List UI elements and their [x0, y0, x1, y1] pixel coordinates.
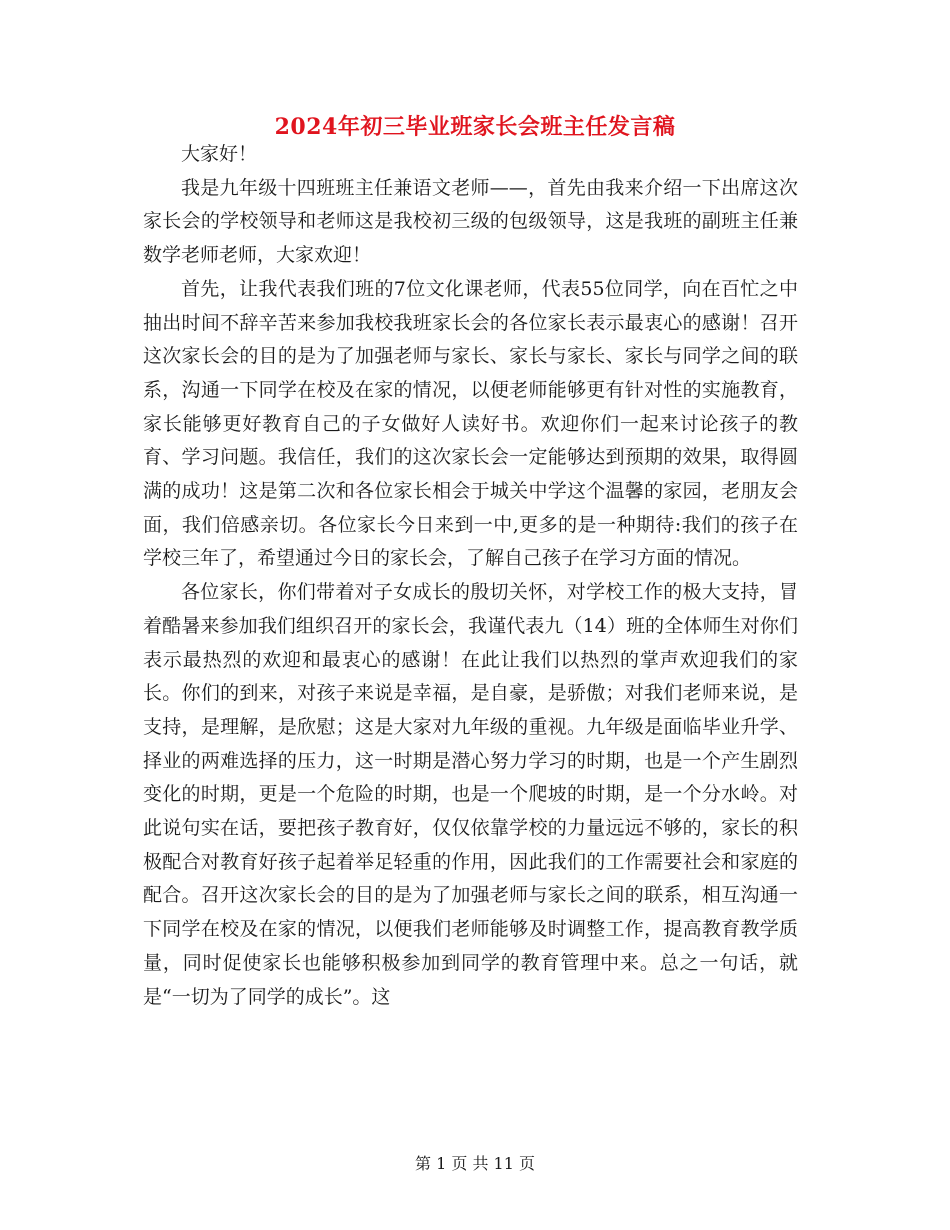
document-body [143, 138, 798, 1014]
page-footer: 第 1 页 共 11 页 [415, 1154, 535, 1173]
paragraph-3: 各位家长，你们带着对子女成长的殷切关怀，对学校工作的极大支持，冒着酷暑来参加我们组织召开的家长会，我谨代表九（14）班的全体师生对你们表示最热烈的欢迎和最衷心的感谢！在此让我们以热烈的掌声欢迎我们的家长。你们的到来，对孩子来说是幸福，是自豪，是骄傲；对我们老师来说，是支持，是理解，是欣慰；这是大家对九年级的重视。九年级是面临毕业升学、择业的两难选择的压力，这一时期是潜心努力学习的时期，也是一个产生剧烈变化的时期，更是一个危险的时期，也是一个爬坡的时期，是一个分水岭。对此说句实在话，要把孩子教育好，仅仅依靠学校的力量远远不够的，家长的积极配合对教育好孩子起着举足轻重的作用，因此我们的工作需要社会和家庭的配合。召开这次家长会的目的是为了加强老师与家长之间的联系，相互沟通一下同学在校及在家的情况，以便我们老师能够及时调整工作，提高教育教学质量，同时促使家长也能够积极参加到同学的教育管理中来。总之一句话，就是“一切为了同学的成长”。这 [143, 581, 798, 1008]
paragraph-1: 我是九年级十四班班主任兼语文老师——，首先由我来介绍一下出席这次家长会的学校领导和老师这是我校初三级的包级领导，这是我班的副班主任兼数学老师老师，大家欢迎！ [143, 176, 798, 267]
paragraph-2: 首先，让我代表我们班的7位文化课老师，代表55位同学，向在百忙之中抽出时间不辞辛苦来参加我校我班家长会的各位家长表示最衷心的感谢！召开这次家长会的目的是为了加强老师与家长、家长与家长、家长与同学之间的联系，沟通一下同学在校及在家的情况，以便老师能够更有针对性的实施教育，家长能够更好教育自己的子女做好人读好书。欢迎你们一起来讨论孩子的教育、学习问题。我信任，我们的这次家长会一定能够达到预期的效果，取得圆满的成功！这是第二次和各位家长相会于城关中学这个温馨的家园，老朋友会面，我们倍感亲切。各位家长今日来到一中,更多的是一种期待:我们的孩子在学校三年了，希望通过今日的家长会，了解自己孩子在学习方面的情况。 [143, 277, 798, 570]
document-title: 2024年初三毕业班家长会班主任发言稿 [274, 114, 676, 140]
greeting: 大家好！ [181, 143, 258, 165]
